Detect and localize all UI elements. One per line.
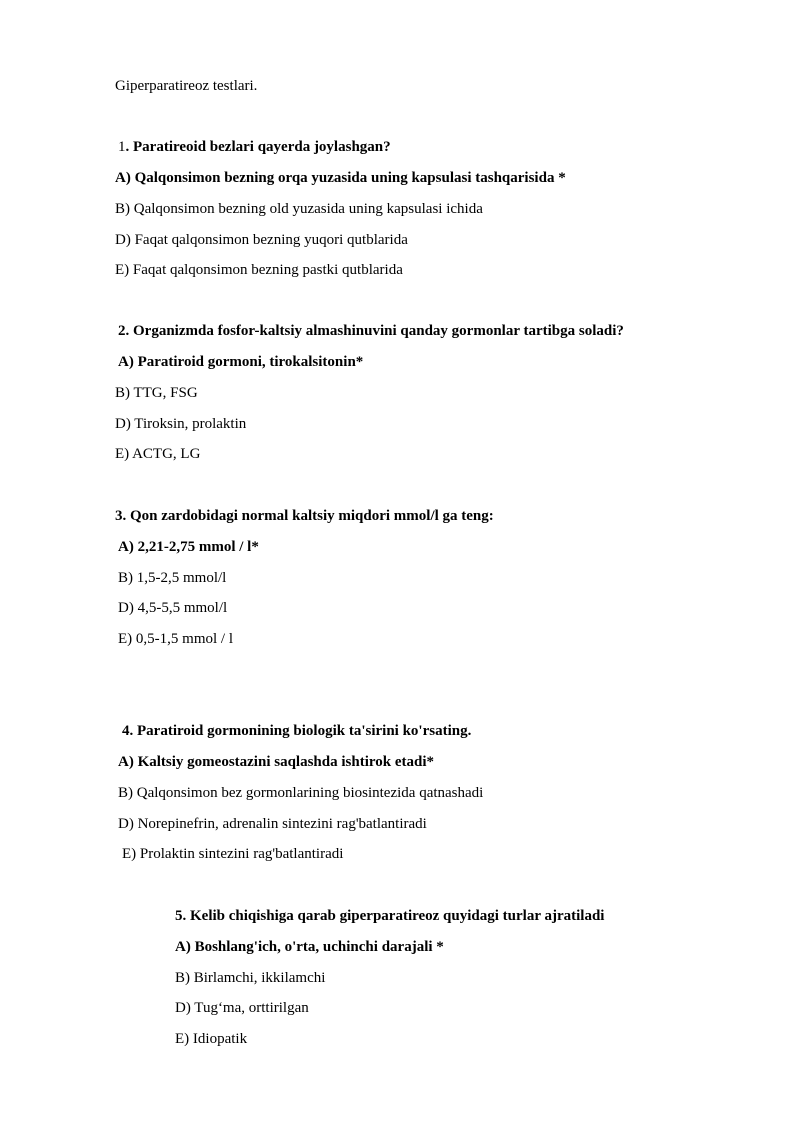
question-1 [118,138,391,156]
question-4-text: 4. Paratiroid gormonining biologik ta'sirini ko'rsating. [122,723,472,739]
question-2-answer-b: B) TTG, FSG [115,385,198,401]
question-3-answer-e: E) 0,5-1,5 mmol / l [118,631,233,647]
question-2-answer-a: A) Paratiroid gormoni, tirokalsitonin* [118,354,364,370]
question-1-answer-b: B) Qalqonsimon bezning old yuzasida uning kapsulasi ichida [115,201,483,217]
question-3-answer-a: A) 2,21-2,75 mmol / l* [118,539,259,555]
question-5-answer-b: B) Birlamchi, ikkilamchi [175,970,326,986]
question-1-number: 1 [118,139,126,155]
question-3-answer-b: B) 1,5-2,5 mmol/l [118,570,227,586]
question-5-text: 5. Kelib chiqishiga qarab giperparatireoz quyidagi turlar ajratiladi [175,908,605,924]
question-4-answer-e: E) Prolaktin sintezini rag'batlantiradi [122,846,344,862]
question-4-answer-b: B) Qalqonsimon bez gormonlarining biosintezida qatnashadi [118,785,484,801]
document-title: Giperparatireoz testlari. [115,78,258,94]
question-2-answer-d: D) Tiroksin, prolaktin [115,416,247,432]
question-3-text: 3. Qon zardobidagi normal kaltsiy miqdori mmol/l ga teng: [115,508,494,524]
question-1-answer-d: D) Faqat qalqonsimon bezning yuqori qutblarida [115,232,408,248]
question-5-answer-e: E) Idiopatik [175,1031,248,1047]
question-4-answer-a: A) Kaltsiy gomeostazini saqlashda ishtirok etadi* [118,754,435,770]
question-5-answer-d: D) Tug‘ma, orttirilgan [175,1000,309,1016]
question-2-text: 2. Organizmda fosfor-kaltsiy almashinuvini qanday gormonlar tartibga soladi? [118,323,624,339]
question-3-answer-d: D) 4,5-5,5 mmol/l [118,600,228,616]
question-4-answer-d: D) Norepinefrin, adrenalin sintezini rag'batlantiradi [118,816,427,832]
question-1-answer-e: E) Faqat qalqonsimon bezning pastki qutblarida [115,262,403,278]
question-1-answer-a: A) Qalqonsimon bezning orqa yuzasida uning kapsulasi tashqarisida * [115,170,566,186]
question-5-answer-a: A) Boshlang'ich, o'rta, uchinchi darajali * [175,939,444,955]
question-1-text: . Paratireoid bezlari qayerda joylashgan? [125,139,391,155]
question-2-answer-e: E) ACTG, LG [115,446,201,462]
